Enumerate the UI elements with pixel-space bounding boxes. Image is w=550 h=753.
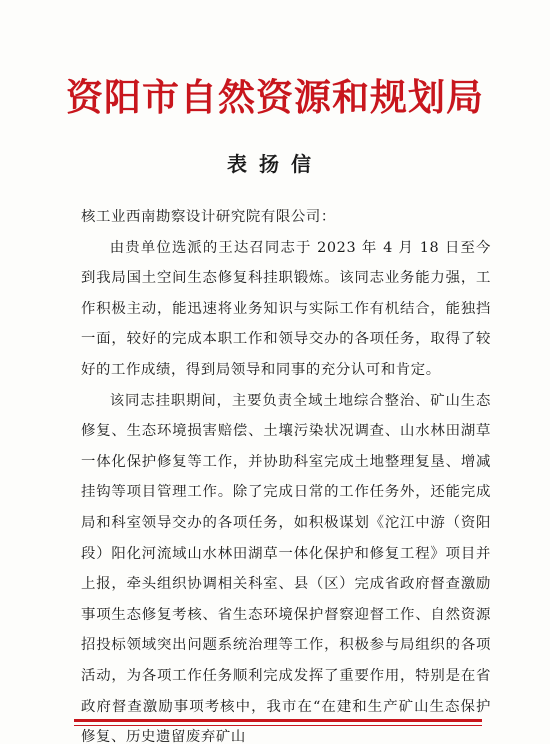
footer-rule-thin <box>74 725 482 726</box>
paragraph-1: 由贵单位选派的王达召同志于 2023 年 4 月 18 日至今到我局国土空间生态修复科挂职锻炼。该同志业务能力强，工作积极主动，能迅速将业务知识与实际工作有机结合，能独挡一面，较好的完成本职工作和领导交办的各项任务，取得了较好的工作成绩，得到局领导和同事的充分认可和肯定。 <box>81 239 491 378</box>
letter-body <box>81 202 491 753</box>
letterhead-org-name: 资阳市自然资源和规划局 <box>66 75 484 119</box>
document-title: 表扬信 <box>227 152 323 176</box>
paragraph-2: 该同志挂职期间，主要负责全域土地综合整治、矿山生态修复、生态环境损害赔偿、土壤污染状况调查、山水林田湖草一体化保护修复等工作，并协助科室完成土地整理复垦、增减挂钩等项目管理工作。除了完成日常的工作任务外，还能完成局和科室领导交办的各项任务，如积极谋划《沱江中游（资阳段）阳化河流域山水林田湖草一体化保护和修复工程》项目并上报，牵头组织协调相关科室、县（区）完成省政府督查激励事项生态修复考核、省生态环境保护督察迎督工作、自然资源招投标领域突出问题系统治理等工作，积极参与局组织的各项活动，为各项工作任务顺利完成发挥了重要作用，特别是在省政府督查激励事项考核中，我市在“在建和生产矿山生态保护修复、历史遗留废弃矿山 <box>81 392 491 746</box>
salutation: 核工业西南勘察设计研究院有限公司： <box>81 209 336 225</box>
footer-rule-thick <box>74 719 482 722</box>
